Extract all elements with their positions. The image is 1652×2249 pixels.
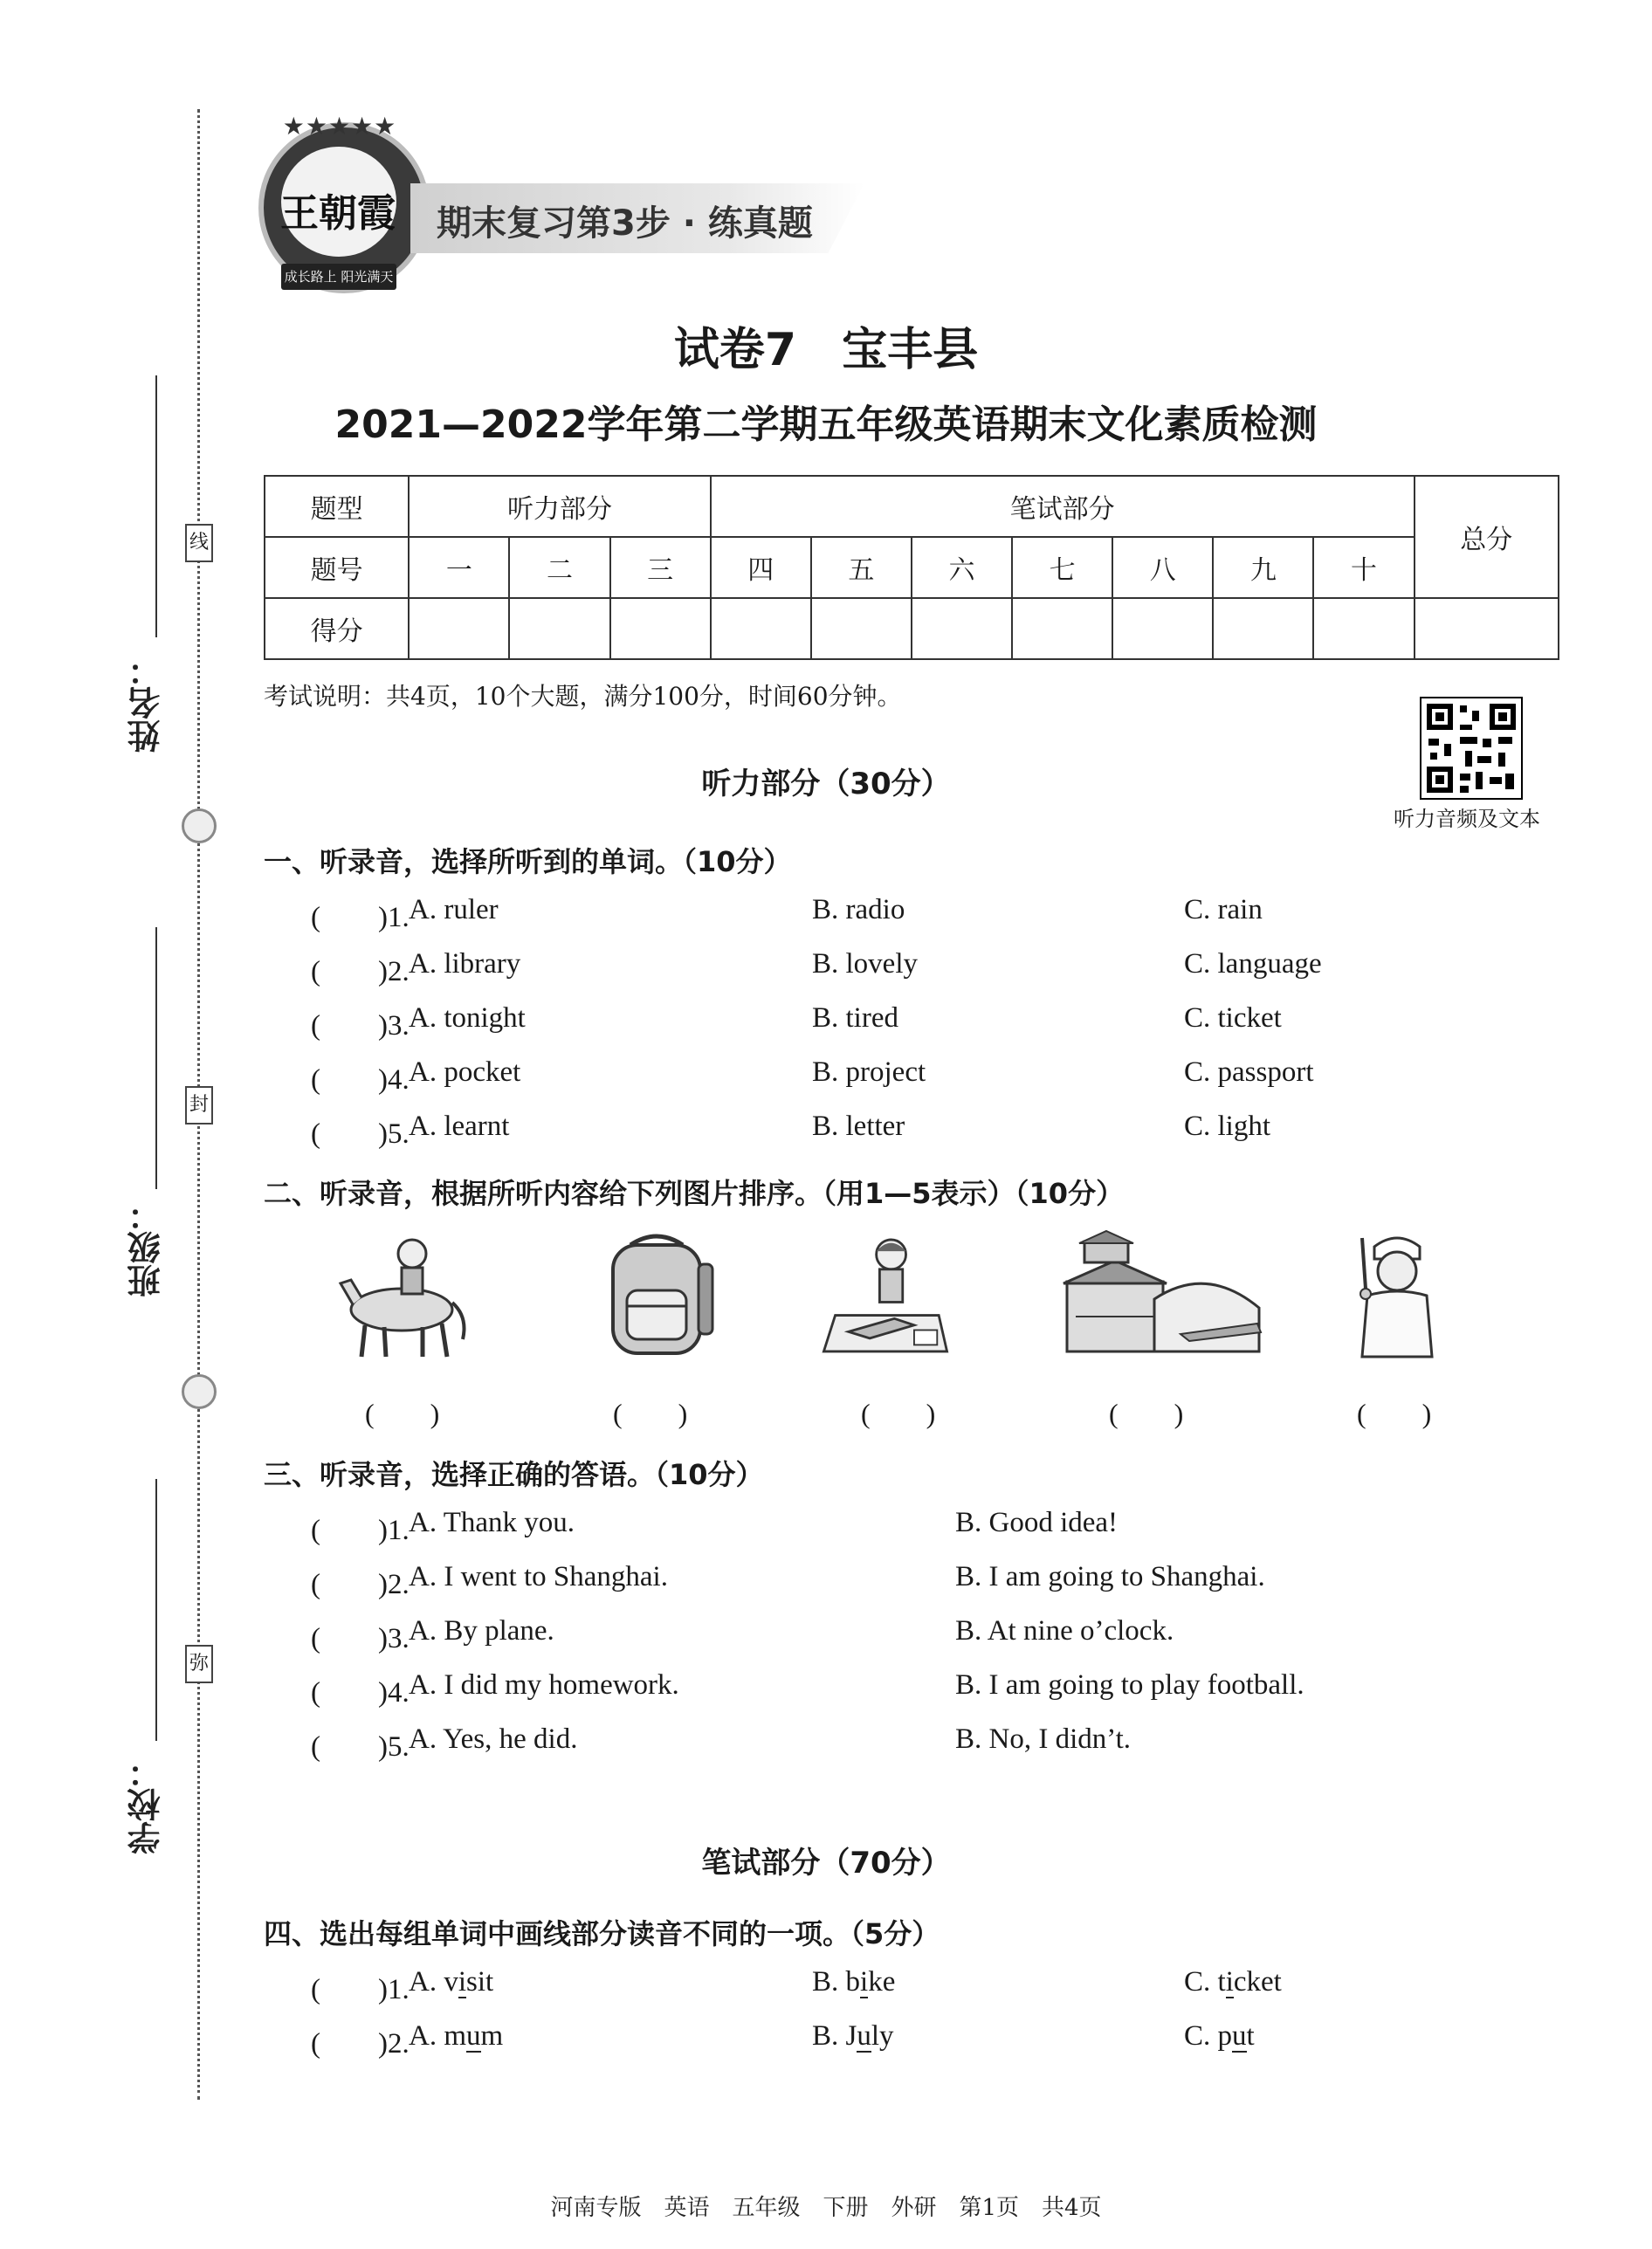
answer-blank[interactable]: ( )5.	[311, 1731, 410, 1763]
class-label: 班级：	[127, 1198, 166, 1297]
answer-blank[interactable]: ( )1.	[311, 1974, 410, 2005]
swirl-icon	[182, 808, 217, 843]
score-blank[interactable]	[1012, 598, 1112, 659]
answer-blank[interactable]: ( )3.	[311, 1623, 410, 1654]
score-blank[interactable]	[610, 598, 711, 659]
option-b: B. I am going to play football.	[955, 1669, 1304, 1701]
score-blank[interactable]	[711, 598, 811, 659]
option-b: B. project	[812, 1056, 926, 1088]
q3-title: 三、听录音，选择正确的答语。（10分）	[264, 1458, 764, 1491]
table-cell-num: 二	[509, 537, 609, 598]
table-cell-num: 七	[1012, 537, 1112, 598]
option-a: A. learnt	[409, 1111, 510, 1142]
table-cell-type: 题型	[265, 476, 409, 537]
answer-blank[interactable]: ( )1.	[311, 1515, 410, 1546]
table-cell-num: 四	[711, 537, 811, 598]
answer-blank[interactable]: ( )2.	[311, 956, 410, 987]
q2-title: 二、听录音，根据所听内容给下列图片排序。（用1—5表示）（10分）	[264, 1177, 1125, 1210]
underlined-letter: i	[860, 1966, 869, 1998]
table-cell-num: 十	[1313, 537, 1414, 598]
table-cell-number-label: 题号	[265, 537, 409, 598]
page-footer: 河南专版 英语 五年级 下册 外研 第1页 共4页	[550, 2195, 1102, 2221]
underlined-letter: u	[466, 2020, 481, 2052]
option-b: B. No, I didn’t.	[955, 1723, 1132, 1755]
option-a: A. pocket	[409, 1056, 521, 1088]
score-blank[interactable]	[1112, 598, 1213, 659]
logo-name: 王朝霞	[280, 191, 396, 236]
option-b: B. letter	[812, 1111, 905, 1142]
qr-caption: 听力音频及文本	[1394, 807, 1540, 831]
option-b: B. radio	[812, 894, 905, 925]
paper-subtitle: 2021—2022学年第二学期五年级英语期末文化素质检测	[334, 402, 1318, 447]
picture-order-blank[interactable]: ( )	[861, 1398, 936, 1429]
q1-title: 一、听录音，选择所听到的单词。（10分）	[264, 845, 792, 878]
option-b: B. lovely	[812, 948, 918, 980]
table-cell-num: 一	[409, 537, 509, 598]
score-blank[interactable]	[1313, 598, 1414, 659]
underlined-letter: u	[857, 2020, 871, 2052]
option-a: A. Thank you.	[409, 1507, 575, 1538]
option-b: B. I am going to Shanghai.	[955, 1561, 1265, 1592]
score-blank-total[interactable]	[1415, 598, 1559, 659]
score-blank[interactable]	[509, 598, 609, 659]
picture-order-blank[interactable]: ( )	[365, 1398, 440, 1429]
seal-char-feng: 封	[185, 1086, 213, 1124]
class-line	[155, 927, 157, 1189]
option-c: C. put	[1184, 2020, 1255, 2052]
option-b: B. bike	[812, 1966, 896, 1998]
option-b: B. Good idea!	[955, 1507, 1119, 1538]
answer-blank[interactable]: ( )5.	[311, 1118, 410, 1150]
option-a: A. Yes, he did.	[409, 1723, 578, 1755]
girl-riding-horse-picture	[332, 1229, 472, 1360]
swirl-icon	[182, 1374, 217, 1409]
answer-blank[interactable]: ( )4.	[311, 1064, 410, 1096]
backpack-picture	[587, 1229, 726, 1360]
option-c: C. passport	[1184, 1056, 1314, 1088]
table-cell-num: 五	[811, 537, 912, 598]
underlined-letter: i	[1225, 1966, 1234, 1998]
option-a: A. I went to Shanghai.	[409, 1561, 668, 1592]
score-blank[interactable]	[811, 598, 912, 659]
banner-text: 期末复习第3步 · 练真题	[437, 203, 813, 244]
table-cell-total: 总分	[1415, 476, 1559, 598]
option-c: C. language	[1184, 948, 1322, 980]
option-a: A. By plane.	[409, 1615, 554, 1647]
picture-order-blank[interactable]: ( )	[1109, 1398, 1184, 1429]
option-b: B. tired	[812, 1002, 898, 1034]
boy-making-model-plane-picture	[816, 1229, 955, 1360]
answer-blank[interactable]: ( )1.	[311, 902, 410, 933]
picture-order-blank[interactable]: ( )	[1357, 1398, 1432, 1429]
score-blank[interactable]	[912, 598, 1012, 659]
underlined-letter: i	[458, 1966, 467, 1998]
option-c: C. light	[1184, 1111, 1271, 1142]
school-label: 学校：	[127, 1755, 166, 1854]
underlined-letter: u	[1232, 2020, 1247, 2052]
score-blank[interactable]	[409, 598, 509, 659]
option-a: A. mum	[409, 2020, 504, 2052]
table-cell-writing: 笔试部分	[711, 476, 1415, 537]
listening-header: 听力部分（30分）	[701, 767, 951, 801]
seal-char-mi: 弥	[185, 1645, 213, 1683]
q4-title: 四、选出每组单词中画线部分读音不同的一项。（5分）	[264, 1917, 940, 1950]
writing-header: 笔试部分（70分）	[701, 1846, 951, 1881]
option-c: C. ticket	[1184, 1966, 1282, 1998]
table-cell-num: 三	[610, 537, 711, 598]
answer-blank[interactable]: ( )3.	[311, 1010, 410, 1042]
table-cell-num: 八	[1112, 537, 1213, 598]
option-a: A. library	[409, 948, 521, 980]
option-a: A. visit	[409, 1966, 494, 1998]
logo-stars: ★★★★★	[282, 112, 397, 141]
school-line	[155, 1479, 157, 1741]
option-b: B. July	[812, 2020, 894, 2052]
answer-blank[interactable]: ( )2.	[311, 1569, 410, 1600]
airport-picture	[1058, 1229, 1268, 1360]
option-a: A. tonight	[409, 1002, 526, 1034]
answer-blank[interactable]: ( )4.	[311, 1677, 410, 1709]
table-cell-num: 六	[912, 537, 1012, 598]
picture-order-blank[interactable]: ( )	[613, 1398, 688, 1429]
name-label: 姓名：	[127, 653, 166, 753]
table-cell-num: 九	[1213, 537, 1313, 598]
score-table	[264, 475, 1559, 660]
option-a: A. ruler	[409, 894, 499, 925]
paper-title: 试卷7 宝丰县	[673, 324, 979, 376]
option-c: C. rain	[1184, 894, 1263, 925]
option-c: C. ticket	[1184, 1002, 1282, 1034]
answer-blank[interactable]: ( )2.	[311, 2028, 410, 2060]
seal-char-xian: 线	[185, 524, 213, 562]
nurse-with-syringe-picture	[1327, 1229, 1467, 1360]
option-b: B. At nine o’clock.	[955, 1615, 1174, 1647]
exam-note: 考试说明：共4页，10个大题，满分100分，时间60分钟。	[264, 682, 902, 711]
table-cell-score-label: 得分	[265, 598, 409, 659]
score-blank[interactable]	[1213, 598, 1313, 659]
option-a: A. I did my homework.	[409, 1669, 679, 1701]
logo-ribbon: 成长路上 阳光满天	[281, 264, 396, 290]
table-cell-listening: 听力部分	[409, 476, 710, 537]
